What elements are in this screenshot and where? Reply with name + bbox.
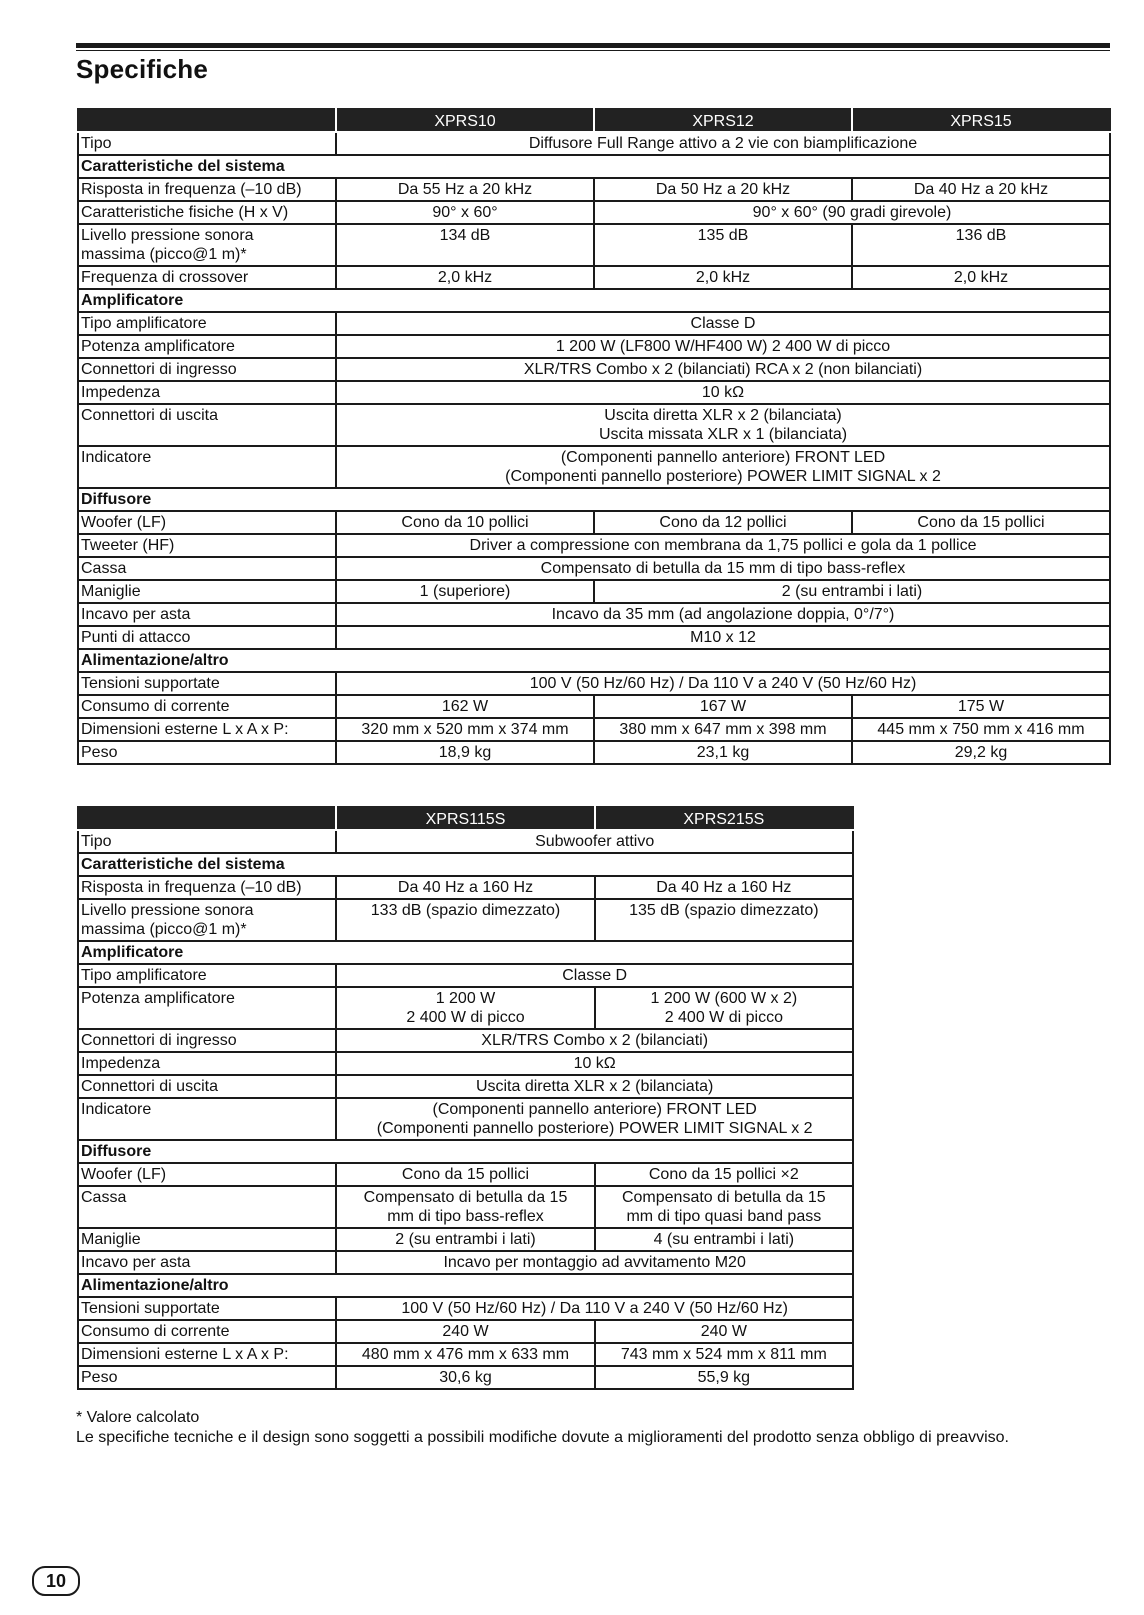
row-label: Potenza amplificatore: [78, 987, 336, 1029]
row-value: 480 mm x 476 mm x 633 mm: [336, 1343, 594, 1366]
value-line: (Componenti pannello posteriore) POWER LIMIT SIGNAL x 2: [376, 1120, 813, 1137]
row-value: Subwoofer attivo: [336, 830, 853, 853]
table-row: [78, 224, 1110, 266]
table-row: [78, 404, 1110, 446]
value-line: 1 200 W: [435, 990, 496, 1007]
value-line: (Componenti pannello anteriore) FRONT LED: [560, 449, 886, 466]
row-label-line: Livello pressione sonora: [81, 902, 254, 919]
row-label: Potenza amplificatore: [78, 335, 336, 358]
row-value: 175 W: [852, 695, 1110, 718]
table-row: [78, 1098, 853, 1140]
row-value: Classe D: [336, 964, 853, 987]
section-row: [78, 649, 1110, 672]
row-value: 100 V (50 Hz/60 Hz) / Da 110 V a 240 V (50 Hz/60 Hz): [336, 672, 1110, 695]
row-label: Punti di attacco: [78, 626, 336, 649]
row-label: Consumo di corrente: [78, 695, 336, 718]
section-row: [78, 1140, 853, 1163]
row-value: 240 W: [336, 1320, 594, 1343]
row-value: 2 (su entrambi i lati): [336, 1228, 594, 1251]
row-value: Cono da 10 pollici: [336, 511, 594, 534]
table-row: [78, 899, 853, 941]
row-value: 30,6 kg: [336, 1366, 594, 1389]
row-value: 10 kΩ: [336, 1052, 853, 1075]
row-label-line: massima (picco@1 m)*: [81, 921, 247, 938]
row-label: Tensioni supportate: [78, 672, 336, 695]
row-label: Caratteristiche fisiche (H x V): [78, 201, 336, 224]
table-row: [78, 1186, 853, 1228]
row-label: Dimensioni esterne L x A x P:: [78, 718, 336, 741]
value-line: 2 400 W di picco: [406, 1009, 525, 1026]
header-rule-thin: [76, 50, 1110, 51]
section-heading: Caratteristiche del sistema: [78, 853, 853, 876]
value-line: Compensato di betulla da 15: [621, 1189, 826, 1206]
disclaimer: Le specifiche tecniche e il design sono soggetti a possibili modifiche dovute a miglioramenti del prodotto senza obbligo di preavviso.: [76, 1429, 1009, 1446]
row-value: 133 dB (spazio dimezzato): [336, 899, 594, 941]
row-label: Impedenza: [78, 381, 336, 404]
row-label: Incavo per asta: [78, 1251, 336, 1274]
footnote: * Valore calcolato: [76, 1409, 200, 1426]
section-heading: Amplificatore: [78, 289, 1110, 312]
table-row: [78, 1297, 853, 1320]
row-value: [595, 1186, 853, 1228]
row-label: Tipo amplificatore: [78, 312, 336, 335]
table-row: [78, 335, 1110, 358]
row-value: 2 (su entrambi i lati): [594, 580, 1110, 603]
spec-table-subwoofers: [77, 806, 854, 1390]
row-label: Cassa: [78, 1186, 336, 1228]
row-value: 2,0 kHz: [594, 266, 852, 289]
table-row: [78, 312, 1110, 335]
table-row: [78, 1251, 853, 1274]
row-value: 2,0 kHz: [852, 266, 1110, 289]
row-value: 23,1 kg: [594, 741, 852, 764]
row-value: 135 dB (spazio dimezzato): [595, 899, 853, 941]
row-value: 10 kΩ: [336, 381, 1110, 404]
section-heading: Caratteristiche del sistema: [78, 155, 1110, 178]
table-row: [78, 132, 1110, 155]
row-label: Tensioni supportate: [78, 1297, 336, 1320]
row-label: Frequenza di crossover: [78, 266, 336, 289]
row-value: M10 x 12: [336, 626, 1110, 649]
table-row: [78, 1052, 853, 1075]
row-value: 135 dB: [594, 224, 852, 266]
row-value: 445 mm x 750 mm x 416 mm: [852, 718, 1110, 741]
table-row: [78, 178, 1110, 201]
section-heading: Diffusore: [78, 1140, 853, 1163]
row-label: [78, 899, 336, 941]
row-value: 100 V (50 Hz/60 Hz) / Da 110 V a 240 V (50 Hz/60 Hz): [336, 1297, 853, 1320]
row-label: Peso: [78, 741, 336, 764]
section-heading: Alimentazione/altro: [78, 649, 1110, 672]
row-value: Da 50 Hz a 20 kHz: [594, 178, 852, 201]
section-row: [78, 488, 1110, 511]
table-header-row: [78, 807, 853, 830]
row-value: 18,9 kg: [336, 741, 594, 764]
value-line: 2 400 W di picco: [664, 1009, 783, 1026]
table-row: [78, 718, 1110, 741]
row-label: Dimensioni esterne L x A x P:: [78, 1343, 336, 1366]
header-rule-thick: [76, 43, 1110, 48]
section-heading: Diffusore: [78, 488, 1110, 511]
row-value: 380 mm x 647 mm x 398 mm: [594, 718, 852, 741]
row-value: 162 W: [336, 695, 594, 718]
section-row: [78, 289, 1110, 312]
table-row: [78, 511, 1110, 534]
row-value: Cono da 15 pollici: [336, 1163, 594, 1186]
row-label: Risposta in frequenza (–10 dB): [78, 178, 336, 201]
page-title: Specifiche: [76, 54, 209, 84]
header-blank-cell: [78, 807, 336, 830]
model-header: XPRS215S: [595, 807, 853, 830]
row-value: Da 40 Hz a 160 Hz: [336, 876, 594, 899]
table-row: [78, 534, 1110, 557]
row-value: [336, 404, 1110, 446]
model-header: XPRS10: [336, 109, 594, 132]
row-value: Da 55 Hz a 20 kHz: [336, 178, 594, 201]
row-value: 136 dB: [852, 224, 1110, 266]
row-value: 55,9 kg: [595, 1366, 853, 1389]
table-row: [78, 672, 1110, 695]
row-label: Tipo: [78, 830, 336, 853]
section-row: [78, 853, 853, 876]
row-label: [78, 224, 336, 266]
model-header: XPRS12: [594, 109, 852, 132]
table-row: [78, 741, 1110, 764]
table-row: [78, 557, 1110, 580]
row-label: Tweeter (HF): [78, 534, 336, 557]
page-number: 10: [32, 1566, 80, 1596]
row-value: XLR/TRS Combo x 2 (bilanciati): [336, 1029, 853, 1052]
table-row: [78, 1366, 853, 1389]
row-label: Risposta in frequenza (–10 dB): [78, 876, 336, 899]
row-value: Driver a compressione con membrana da 1,75 pollici e gola da 1 pollice: [336, 534, 1110, 557]
row-value: Compensato di betulla da 15 mm di tipo bass-reflex: [336, 557, 1110, 580]
value-line: (Componenti pannello posteriore) POWER LIMIT SIGNAL x 2: [505, 468, 941, 485]
table-row: [78, 626, 1110, 649]
value-line: 1 200 W (600 W x 2): [650, 990, 798, 1007]
row-value: 90° x 60° (90 gradi girevole): [594, 201, 1110, 224]
row-label: Maniglie: [78, 580, 336, 603]
table-row: [78, 1029, 853, 1052]
row-label: Woofer (LF): [78, 511, 336, 534]
row-value: 1 200 W (LF800 W/HF400 W) 2 400 W di picco: [336, 335, 1110, 358]
row-label: Connettori di uscita: [78, 1075, 336, 1098]
table-row: [78, 580, 1110, 603]
value-line: mm di tipo quasi band pass: [626, 1208, 822, 1225]
row-label: Connettori di ingresso: [78, 1029, 336, 1052]
row-value: [336, 446, 1110, 488]
section-heading: Amplificatore: [78, 941, 853, 964]
table-row: [78, 1343, 853, 1366]
table-row: [78, 830, 853, 853]
row-value: [336, 1098, 853, 1140]
value-line: mm di tipo bass-reflex: [387, 1208, 544, 1225]
row-label-line: Livello pressione sonora: [81, 227, 254, 244]
table-row: [78, 987, 853, 1029]
table-row: [78, 1228, 853, 1251]
row-label: Incavo per asta: [78, 603, 336, 626]
row-value: Incavo da 35 mm (ad angolazione doppia, 0°/7°): [336, 603, 1110, 626]
value-line: Compensato di betulla da 15: [363, 1189, 568, 1206]
row-label: Maniglie: [78, 1228, 336, 1251]
section-row: [78, 941, 853, 964]
row-value: 1 (superiore): [336, 580, 594, 603]
row-value: XLR/TRS Combo x 2 (bilanciati) RCA x 2 (non bilanciati): [336, 358, 1110, 381]
row-label: Connettori di ingresso: [78, 358, 336, 381]
table-row: [78, 201, 1110, 224]
header-blank-cell: [78, 109, 336, 132]
row-value: Diffusore Full Range attivo a 2 vie con biamplificazione: [336, 132, 1110, 155]
table-row: [78, 695, 1110, 718]
row-value: 4 (su entrambi i lati): [595, 1228, 853, 1251]
row-label: Consumo di corrente: [78, 1320, 336, 1343]
spec-table-speakers: [77, 108, 1111, 765]
row-value: 134 dB: [336, 224, 594, 266]
row-value: Incavo per montaggio ad avvitamento M20: [336, 1251, 853, 1274]
row-label: Cassa: [78, 557, 336, 580]
row-label: Indicatore: [78, 1098, 336, 1140]
section-row: [78, 1274, 853, 1297]
table-header-row: [78, 109, 1110, 132]
row-value: [336, 987, 594, 1029]
row-label-line: massima (picco@1 m)*: [81, 246, 247, 263]
model-header: XPRS15: [852, 109, 1110, 132]
table-row: [78, 446, 1110, 488]
table-row: [78, 603, 1110, 626]
value-line: Uscita missata XLR x 1 (bilanciata): [598, 426, 848, 443]
row-value: Uscita diretta XLR x 2 (bilanciata): [336, 1075, 853, 1098]
row-label: Impedenza: [78, 1052, 336, 1075]
row-value: Da 40 Hz a 20 kHz: [852, 178, 1110, 201]
row-label: Tipo amplificatore: [78, 964, 336, 987]
row-value: Cono da 12 pollici: [594, 511, 852, 534]
value-line: Uscita diretta XLR x 2 (bilanciata): [604, 407, 842, 424]
value-line: (Componenti pannello anteriore) FRONT LED: [432, 1101, 757, 1118]
row-label: Tipo: [78, 132, 336, 155]
section-row: [78, 155, 1110, 178]
row-value: [336, 1186, 594, 1228]
table-row: [78, 1163, 853, 1186]
row-value: [595, 987, 853, 1029]
row-label: Connettori di uscita: [78, 404, 336, 446]
table-row: [78, 964, 853, 987]
row-value: Classe D: [336, 312, 1110, 335]
table-row: [78, 876, 853, 899]
row-value: 90° x 60°: [336, 201, 594, 224]
model-header: XPRS115S: [336, 807, 594, 830]
row-value: 29,2 kg: [852, 741, 1110, 764]
row-value: 167 W: [594, 695, 852, 718]
table-row: [78, 1075, 853, 1098]
row-label: Indicatore: [78, 446, 336, 488]
table-row: [78, 1320, 853, 1343]
row-value: Da 40 Hz a 160 Hz: [595, 876, 853, 899]
row-value: 743 mm x 524 mm x 811 mm: [595, 1343, 853, 1366]
table-row: [78, 381, 1110, 404]
table-row: [78, 358, 1110, 381]
row-value: 2,0 kHz: [336, 266, 594, 289]
row-label: Woofer (LF): [78, 1163, 336, 1186]
row-value: 320 mm x 520 mm x 374 mm: [336, 718, 594, 741]
row-value: Cono da 15 pollici ×2: [595, 1163, 853, 1186]
row-value: 240 W: [595, 1320, 853, 1343]
section-heading: Alimentazione/altro: [78, 1274, 853, 1297]
row-value: Cono da 15 pollici: [852, 511, 1110, 534]
row-label: Peso: [78, 1366, 336, 1389]
table-row: [78, 266, 1110, 289]
